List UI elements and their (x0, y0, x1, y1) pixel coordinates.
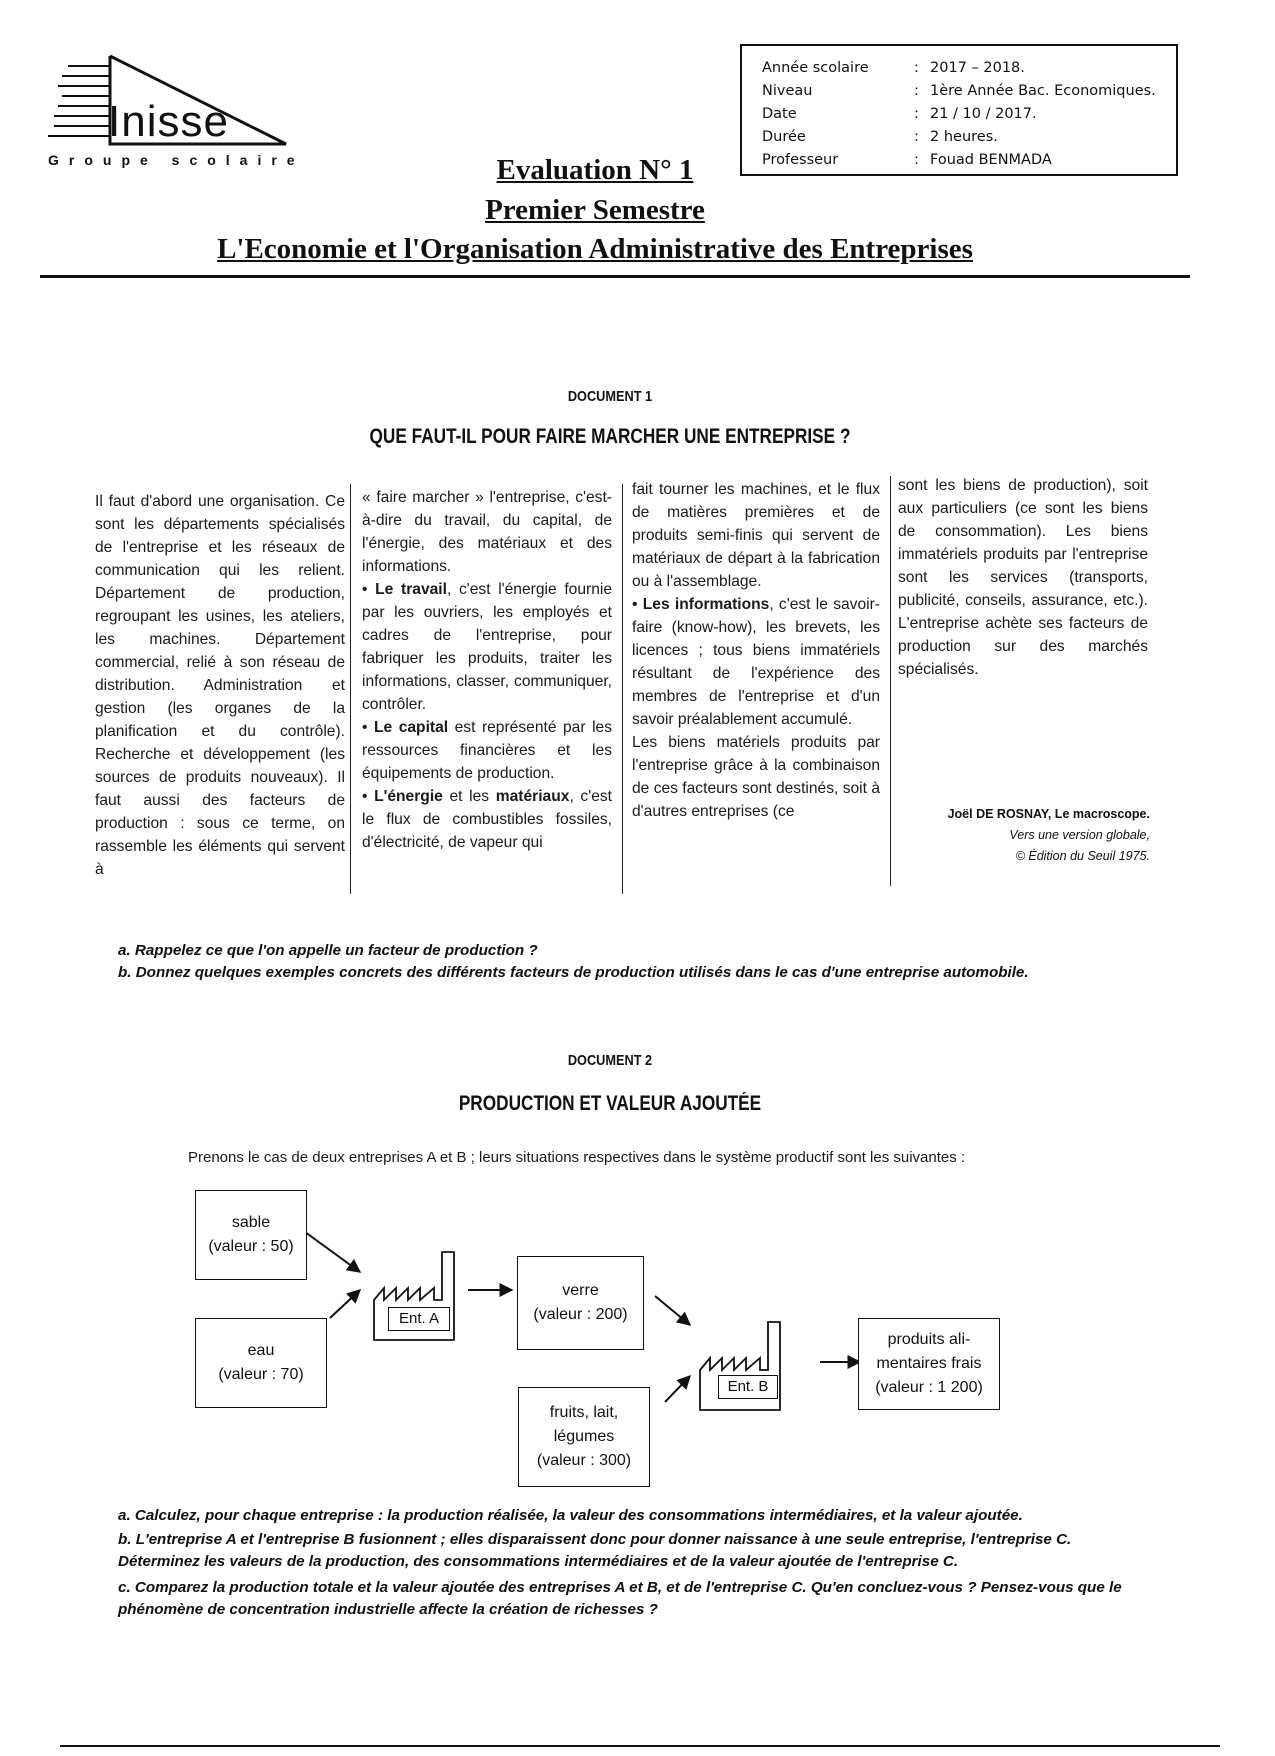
footer-divider (60, 1745, 1220, 1747)
col3-info: , c'est le savoir-faire (know-how), les brevets, les licences ; tous biens immatériels résultant de l'expérience des membres de l'entreprise et d'un savoir préalablement accumulé. (632, 596, 880, 728)
input-sable-box (195, 1190, 307, 1280)
term-informations: Les informations (642, 596, 770, 613)
document1-label: DOCUMENT 1 (567, 388, 653, 405)
info-key: Niveau (762, 83, 813, 99)
doc1-question-b: b. Donnez quelques exemples concrets des différents facteurs de production utilisés dans le cas d'une entreprise automobile. (118, 964, 1029, 981)
term-travail: Le travail (375, 581, 447, 598)
info-value: 2017 – 2018. (930, 60, 1025, 76)
verre-name: verre (562, 1282, 599, 1299)
col2-connector: et les (442, 788, 496, 805)
produits-line2: mentaires frais (876, 1355, 982, 1372)
logo-subtitle: Groupe scolaire (48, 152, 305, 168)
input-eau-box (195, 1318, 327, 1408)
doc1-column-2: « faire marcher » l'entreprise, c'est-à-dire du travail, du capital, de l'énergie, des matériaux et des informations. • Le travail, c'est l'énergie fournie par les ouvriers, les employés et cadres de l'entreprise, pour fabriquer les produits, traiter les informations, classer, communiquer, contrôler. • Le capital est représenté par les ressources financières et les équipements de production. • L'énergie et les matériaux, c'est le flux de combustibles fossiles, d'électricité, de vapeur qui (362, 489, 613, 851)
input-fruits-box (518, 1387, 650, 1487)
enterprise-a-label: Ent. A (388, 1307, 450, 1331)
arrow-sable-to-a (305, 1232, 360, 1272)
sable-value: (valeur : 50) (208, 1238, 294, 1255)
doc1-column-4: sont les biens de production), soit aux particuliers (ce sont les biens de consommation). Les biens immatériels produits par l'entreprise sont les services (transports, publicité, conseils, assurance, etc.). L'entreprise achète ses facteurs de production sur des marchés spécialisés. (898, 477, 1148, 678)
produits-value: (valeur : 1 200) (875, 1379, 983, 1396)
doc1-credit (880, 804, 1150, 867)
info-value: 2 heures. (930, 129, 998, 145)
exam-info-box: Année scolaire : 2017 – 2018. Niveau : 1ère Année Bac. Economiques. Date : 21 / 10 / 2017. Durée : 2 heures. Professeur : Fouad BENMADA (740, 44, 1178, 176)
subject-title: L'Economie et l'Organisation Administrative des Entreprises (217, 233, 973, 265)
doc2-question-b: b. L'entreprise A et l'entreprise B fusionnent ; elles disparaissent donc pour donner naissance à une seule entreprise, l'entreprise C. Déterminez les valeurs de la production, des consommations intermédiaires et de la valeur ajoutée de l'entreprise C. (118, 1531, 1072, 1570)
eau-name: eau (247, 1342, 275, 1359)
column-rule (622, 484, 623, 894)
logo-name: Inisse (108, 97, 229, 146)
col2-capital: est représenté par les ressources financières et les équipements de production. (362, 719, 613, 782)
term-energie: L'énergie (374, 788, 443, 805)
evaluation-title: Evaluation N° 1 (496, 154, 694, 186)
doc2-question-a: a. Calculez, pour chaque entreprise : la production réalisée, la valeur des consommations intermédiaires, et la valeur ajoutée. (118, 1507, 1023, 1524)
eau-value: (valeur : 70) (218, 1366, 304, 1383)
arrow-verre-to-b (655, 1296, 690, 1325)
doc1-column-1: Il faut d'abord une organisation. Ce sont les départements spécialisés de l'entreprise et les réseaux de communication qui les relient. Département de production, regroupant les usines, les ateliers, les machines. Département commercial, relié à son réseau de distribution. Administration et gestion (les organes de la planification et du contrôle). Recherche et développement (les sources de produits nouveaux). Il faut aussi des facteurs de production : sous ce terme, on rassemble les éléments qui servent à (95, 493, 345, 878)
info-key: Professeur (762, 152, 839, 168)
col3-intro: fait tourner les machines, et le flux de matières premières et de produits semi-finis qui servent de matériaux de départ à la fabrication ou à l'assemblage. (632, 481, 880, 590)
sable-name: sable (231, 1214, 271, 1231)
info-key: Durée (762, 129, 806, 145)
info-value: Fouad BENMADA (930, 152, 1052, 168)
verre-value: (valeur : 200) (533, 1306, 628, 1323)
col2-travail: , c'est l'énergie fournie par les ouvriers, les employés et cadres de l'entreprise, pour fabriquer les produits, traiter les informations, classer, communiquer, contrôler. (362, 581, 613, 713)
doc2-question-c: c. Comparez la production totale et la valeur ajoutée des entreprises A et B, et de l'entreprise C. Qu'en concluez-vous ? Pensez-vous que le phénomène de concentration industrielle affecte la création de richesses ? (118, 1579, 1122, 1618)
term-capital: Le capital (373, 719, 449, 736)
credit-publisher: © Édition du Seuil 1975. (1015, 849, 1150, 863)
produits-line1: produits ali- (887, 1331, 971, 1348)
arrow-fruits-to-b (665, 1376, 690, 1402)
fruits-value: (valeur : 300) (536, 1452, 632, 1469)
arrow-eau-to-a (330, 1290, 360, 1318)
info-key: Année scolaire (762, 60, 869, 76)
document2-heading: PRODUCTION ET VALEUR AJOUTÉE (458, 1092, 762, 1115)
credit-work: Vers une version globale, (1009, 828, 1150, 842)
doc1-column-3: fait tourner les machines, et le flux de matières premières et de produits semi-finis qui servent de matériaux de départ à la fabrication ou à l'assemblage. • Les informations, c'est le savoir-faire (know-how), les brevets, les licences ; tous biens immatériels résultant de l'expérience des membres de l'entreprise et d'un savoir préalablement accumulé. Les biens matériels produits par l'entreprise grâce à la combinaison de ces facteurs sont destinés, soit à d'autres entreprises (ce (632, 481, 880, 820)
col2-energie: , c'est le flux de combustibles fossiles, d'électricité, de vapeur qui (362, 788, 613, 851)
term-materiaux: matériaux (495, 788, 570, 805)
info-key: Date (762, 106, 797, 122)
col3-end: Les biens matériels produits par l'entreprise grâce à la combinaison de ces facteurs sont destinés, soit à d'autres entreprises (ce (632, 734, 880, 820)
fruits-line2: légumes (553, 1428, 615, 1445)
info-value: 1ère Année Bac. Economiques. (930, 83, 1156, 99)
credit-author: Joël DE ROSNAY, Le macroscope. (947, 807, 1150, 821)
output-produits-box (858, 1318, 1000, 1410)
col2-intro: « faire marcher » l'entreprise, c'est-à-dire du travail, du capital, de l'énergie, des matériaux et des informations. (362, 489, 612, 575)
doc2-intro: Prenons le cas de deux entreprises A et B ; leurs situations respectives dans le système productif sont les suivantes : (188, 1149, 966, 1166)
semester-title: Premier Semestre (485, 194, 705, 226)
info-value: 21 / 10 / 2017. (930, 106, 1037, 122)
column-rule (350, 484, 351, 894)
header-divider (40, 275, 1190, 278)
fruits-line1: fruits, lait, (549, 1404, 619, 1421)
output-verre-box (517, 1256, 644, 1350)
document1-heading: QUE FAUT-IL POUR FAIRE MARCHER UNE ENTREPRISE ? (369, 425, 851, 448)
document2-label: DOCUMENT 2 (567, 1052, 653, 1069)
enterprise-b-label: Ent. B (718, 1375, 778, 1399)
doc1-question-a: a. Rappelez ce que l'on appelle un facteur de production ? (118, 942, 538, 959)
